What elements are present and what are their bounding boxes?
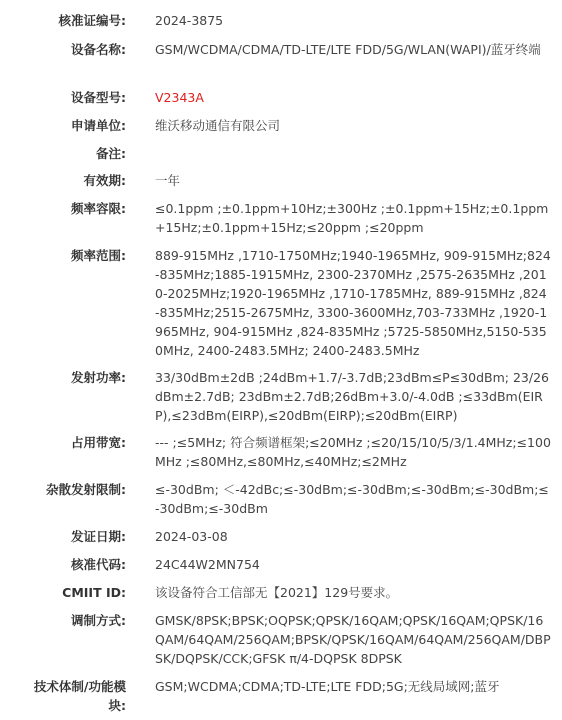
approval-no-value: 2024-3875 bbox=[155, 13, 224, 28]
spurious-label: 杂散发射限制: bbox=[46, 482, 126, 497]
approval-code-value: 24C44W2MN754 bbox=[155, 557, 260, 572]
cmiit-id-value: 该设备符合工信部无【2021】129号要求。 bbox=[155, 585, 399, 600]
bandwidth-label: 占用带宽: bbox=[71, 435, 126, 450]
tx-power-value: 33/30dBm±2dB ;24dBm+1.7/-3.7dB;23dBm≤P≤30dBm; 23/26dBm±2.7dB; 23dBm±2.7dB;26dBm+3.0/-4.0dB ;≤33dBm(EIRP),≤23dBm(EIRP),≤20dBm(EIRP);≤20dBm(EIRP) bbox=[155, 370, 549, 423]
issue-date-label: 发证日期: bbox=[71, 529, 126, 544]
device-model-label: 设备型号: bbox=[71, 90, 126, 105]
bandwidth-value: --- ;≤5MHz; 符合频谱框架;≤20MHz ;≤20/15/10/5/3/1.4MHz;≤100MHz ;≤80MHz,≤80MHz,≤40MHz;≤2MHz bbox=[155, 435, 551, 469]
device-name-label: 设备名称: bbox=[71, 42, 126, 57]
remarks-label: 备注: bbox=[96, 146, 126, 161]
approval-code-label: 核准代码: bbox=[71, 557, 126, 572]
cmiit-id-label: CMIIT ID: bbox=[62, 585, 126, 600]
freq-range-value: 889-915MHz ,1710-1750MHz;1940-1965MHz, 909-915MHz;824-835MHz;1885-1915MHz, 2300-2370MHz ,2575-2635MHz ,2010-2025MHz;1920-1965MHz ,1710-1785MHz, 889-915MHz ,824-835MHz;2515-2675MHz, 3300-3600MHz,703-733MHz ,1920-1965MHz, 904-915MHz ,824-835MHz ;5725-5850MHz,5150-5350MHz, 2400-2483.5MHz; 2400-2483.5MHz bbox=[155, 248, 551, 358]
approval-no-label: 核准证编号: bbox=[58, 13, 126, 28]
applicant-label: 申请单位: bbox=[71, 118, 126, 133]
validity-value: 一年 bbox=[155, 173, 181, 188]
freq-range-label: 频率范围: bbox=[71, 248, 126, 263]
device-model-value: V2343A bbox=[155, 90, 204, 105]
spurious-value: ≤-30dBm; ＜-42dBc;≤-30dBm;≤-30dBm;≤-30dBm;≤-30dBm;≤-30dBm;≤-30dBm bbox=[155, 482, 549, 516]
tx-power-label: 发射功率: bbox=[71, 370, 126, 385]
freq-tolerance-value: ≤0.1ppm ;±0.1ppm+10Hz;±300Hz ;±0.1ppm+15Hz;±0.1ppm+15Hz;±0.1ppm+15Hz;≤20ppm ;≤20ppm bbox=[155, 201, 549, 235]
tech-system-value: GSM;WCDMA;CDMA;TD-LTE;LTE FDD;5G;无线局域网;蓝牙 bbox=[155, 679, 500, 694]
applicant-value: 维沃移动通信有限公司 bbox=[155, 118, 281, 133]
device-name-value: GSM/WCDMA/CDMA/TD-LTE/LTE FDD/5G/WLAN(WAPI)/蓝牙终端 bbox=[155, 42, 541, 57]
modulation-label: 调制方式: bbox=[71, 613, 126, 628]
freq-tolerance-label: 频率容限: bbox=[71, 201, 126, 216]
modulation-value: GMSK/8PSK;BPSK;OQPSK;QPSK/16QAM;QPSK/16QAM;QPSK/16QAM/64QAM/256QAM;BPSK/QPSK/16QAM/64QAM/256QAM/DBPSK/DQPSK/CCK;GFSK π/4-DQPSK 8DPSK bbox=[155, 613, 551, 666]
validity-label: 有效期: bbox=[83, 173, 126, 188]
tech-system-label: 技术体制/功能模块: bbox=[33, 679, 126, 713]
issue-date-value: 2024-03-08 bbox=[155, 529, 228, 544]
